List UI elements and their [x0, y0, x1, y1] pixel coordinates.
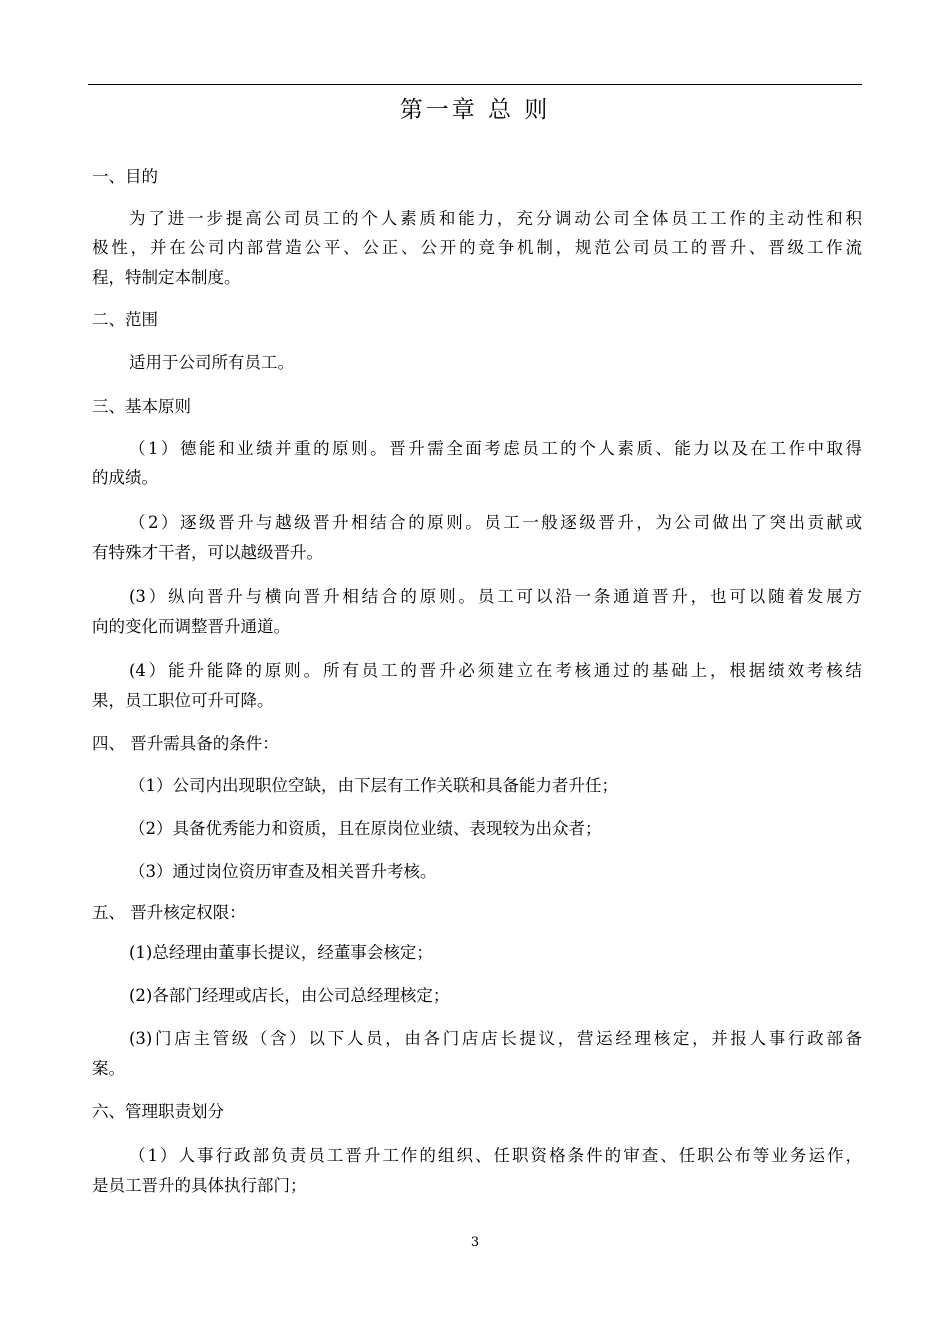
list-item-line: （1）公司内出现职位空缺，由下层有工作关联和具备能力者升任；	[129, 776, 618, 795]
list-item-line: （3）通过岗位资历审查及相关晋升考核。	[129, 862, 437, 881]
section-heading-scope: 二、范围	[92, 310, 158, 329]
list-item-line: 案。	[92, 1059, 125, 1078]
paragraph-line: 程，特制定本制度。	[92, 268, 241, 287]
list-item-line: (3)门店主管级（含）以下人员，由各门店店长提议，营运经理核定，并报人事行政部备	[129, 1029, 862, 1048]
list-item-line: （2）具备优秀能力和资质，且在原岗位业绩、表现较为出众者；	[129, 819, 602, 838]
list-item-line: 向的变化而调整晋升通道。	[92, 617, 290, 636]
section-heading-purpose: 一、目的	[92, 167, 158, 186]
section-heading-principles: 三、基本原则	[92, 397, 191, 416]
list-item-line: 果，员工职位可升可降。	[92, 691, 274, 710]
list-item-line: （1）德能和业绩并重的原则。晋升需全面考虑员工的个人素质、能力以及在工作中取得	[129, 439, 862, 458]
list-item-line: (4）能升能降的原则。所有员工的晋升必须建立在考核通过的基础上，根据绩效考核结	[129, 661, 862, 680]
list-item-line: (3）纵向晋升与横向晋升相结合的原则。员工可以沿一条通道晋升，也可以随着发展方	[129, 587, 862, 606]
list-item-line: 的成绩。	[92, 468, 158, 487]
list-item-line: 是员工晋升的具体执行部门；	[92, 1176, 307, 1195]
chapter-title: 第一章 总 则	[399, 97, 551, 123]
list-item-line: （1）人事行政部负责员工晋升工作的组织、任职资格条件的审查、任职公布等业务运作，	[129, 1146, 862, 1165]
list-item-line: (2)各部门经理或店长，由公司总经理核定；	[129, 986, 450, 1005]
paragraph-line: 极性，并在公司内部营造公平、公正、公开的竞争机制，规范公司员工的晋升、晋级工作流	[92, 238, 862, 257]
header-rule	[88, 84, 862, 85]
list-item-line: 有特殊才干者，可以越级晋升。	[92, 543, 323, 562]
paragraph-line: 适用于公司所有员工。	[129, 353, 294, 372]
section-heading-conditions: 四、 晋升需具备的条件：	[92, 734, 279, 753]
list-item-line: (1)总经理由董事长提议，经董事会核定；	[129, 943, 433, 962]
section-heading-authority: 五、 晋升核定权限：	[92, 903, 246, 922]
paragraph-line: 为了进一步提高公司员工的个人素质和能力，充分调动公司全体员工工作的主动性和积	[129, 209, 862, 228]
list-item-line: （2）逐级晋升与越级晋升相结合的原则。员工一般逐级晋升，为公司做出了突出贡献或	[129, 513, 862, 532]
section-heading-responsibilities: 六、管理职责划分	[92, 1102, 224, 1121]
page-number: 3	[470, 1235, 480, 1250]
